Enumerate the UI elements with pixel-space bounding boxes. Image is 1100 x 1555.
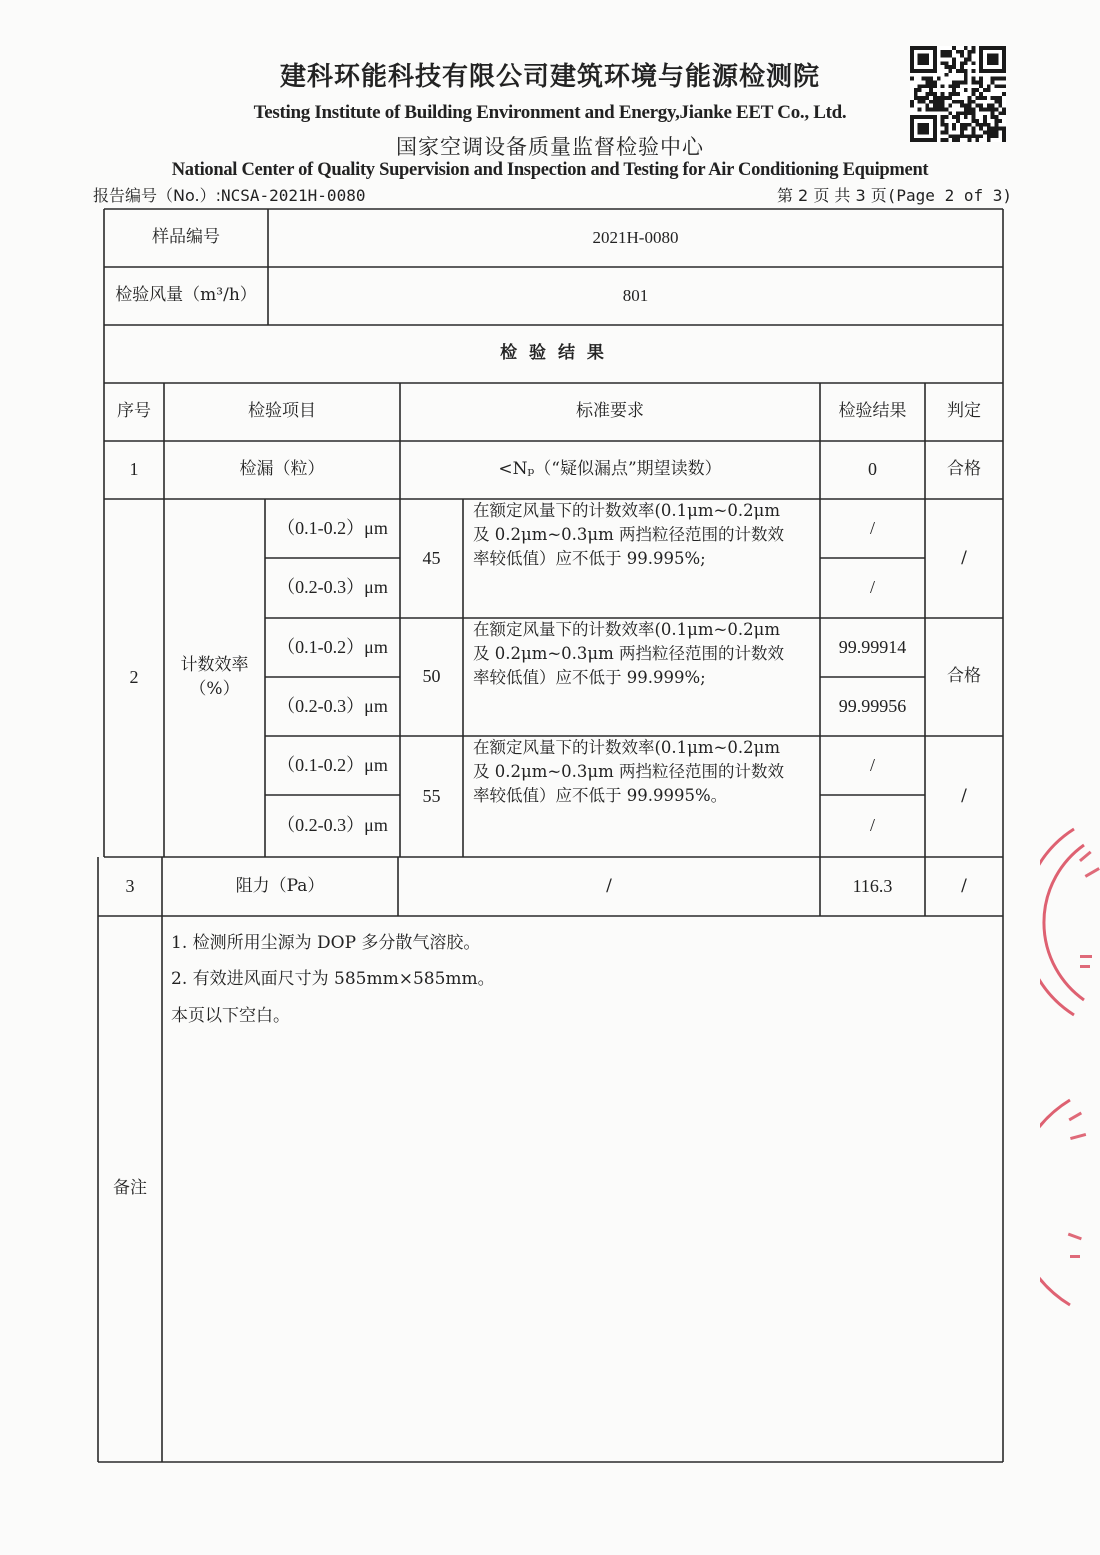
- filter-class-cell: 55: [422, 785, 441, 806]
- row2-item-unit: （%）: [189, 679, 240, 699]
- requirement-line: 率较低值）应不低于 99.995%;: [473, 549, 706, 568]
- sample-id-label: 样品编号: [152, 227, 220, 248]
- requirement-line: 在额定风量下的计数效率(0.1μm~0.2μm: [473, 501, 780, 520]
- requirement-cell: [463, 618, 820, 736]
- row2-no: 2: [129, 667, 139, 688]
- sample-id-value: 2021H-0080: [592, 228, 679, 248]
- row3-no: 3: [125, 875, 135, 896]
- institute-title-cn: 建科环能科技有限公司建筑环境与能源检测院: [279, 62, 820, 92]
- filter-class-cell: 50: [422, 666, 441, 687]
- column-header-result: 检验结果: [838, 401, 907, 422]
- report-number-label: 报告编号（No.）:: [93, 186, 221, 205]
- row1-item: 检漏（粒）: [239, 459, 325, 480]
- requirement-line: 率较低值）应不低于 99.9995%。: [473, 786, 728, 805]
- page-indicator-en: (Page 2 of 3): [886, 186, 1012, 205]
- column-header-judgement: 判定: [947, 401, 981, 422]
- range-cell: （0.1-0.2）μm: [277, 636, 388, 657]
- note-line: 本页以下空白。: [171, 1006, 290, 1026]
- requirement-line: 及 0.2μm~0.3μm 两挡粒径范围的计数效: [473, 762, 785, 781]
- row1-requirement: <Nₚ（“疑似漏点”期望读数）: [498, 459, 722, 480]
- center-title-en: National Center of Quality Supervision and Inspection and Testing for Air Conditioning Equipment: [171, 160, 929, 180]
- row1-no: 1: [129, 459, 139, 480]
- row3-requirement: /: [606, 875, 612, 896]
- row2-item: [164, 499, 265, 857]
- range-cell: （0.1-0.2）μm: [277, 754, 388, 775]
- requirement-line: 率较低值）应不低于 99.999%;: [473, 668, 706, 687]
- results-section-title: 检 验 结 果: [500, 343, 607, 364]
- result-cell: /: [869, 517, 875, 538]
- result-cell: /: [869, 815, 875, 836]
- requirement-line: 在额定风量下的计数效率(0.1μm~0.2μm: [473, 738, 780, 757]
- column-header-requirement: 标准要求: [576, 401, 644, 422]
- row3-item: 阻力（Pa）: [235, 875, 325, 896]
- range-cell: （0.2-0.3）μm: [277, 695, 388, 716]
- row1-judgement: 合格: [947, 459, 981, 480]
- row3-judgement: /: [961, 875, 967, 896]
- range-cell: （0.2-0.3）μm: [277, 815, 388, 836]
- result-cell: 99.99956: [838, 695, 907, 716]
- column-header-item: 检验项目: [248, 401, 316, 422]
- airflow-label: 检验风量（m³/h）: [115, 285, 257, 306]
- result-cell: 99.99914: [838, 636, 907, 657]
- filter-class-cell: 45: [422, 547, 441, 568]
- column-header-no: 序号: [117, 401, 151, 422]
- range-cell: （0.1-0.2）μm: [277, 517, 388, 538]
- report-number-value: NCSA-2021H-0080: [220, 186, 366, 205]
- result-cell: /: [869, 577, 875, 598]
- row3-result: 116.3: [852, 875, 893, 896]
- requirement-cell: [463, 499, 820, 618]
- page-indicator-cn: 第 2 页 共 3 页: [776, 186, 887, 205]
- row1-result: 0: [868, 459, 877, 480]
- judgement-cell: 合格: [947, 666, 981, 687]
- seal-stamp-icon: [1040, 815, 1100, 1315]
- judgement-cell: /: [961, 785, 967, 806]
- notes-label: 备注: [113, 1178, 147, 1199]
- range-cell: （0.2-0.3）μm: [277, 577, 388, 598]
- requirement-cell: [463, 736, 820, 857]
- judgement-cell: /: [961, 547, 967, 568]
- note-line: 1. 检测所用尘源为 DOP 多分散气溶胶。: [171, 933, 481, 953]
- requirement-line: 在额定风量下的计数效率(0.1μm~0.2μm: [473, 620, 780, 639]
- requirement-line: 及 0.2μm~0.3μm 两挡粒径范围的计数效: [473, 644, 785, 663]
- row2-item-name: 计数效率: [180, 655, 249, 676]
- center-title-cn: 国家空调设备质量监督检验中心: [396, 135, 704, 159]
- institute-title-en: Testing Institute of Building Environment and Energy,Jianke EET Co., Ltd.: [253, 102, 847, 123]
- note-line: 2. 有效进风面尺寸为 585mm×585mm。: [171, 969, 495, 989]
- result-cell: /: [869, 754, 875, 775]
- airflow-value: 801: [622, 286, 649, 306]
- requirement-line: 及 0.2μm~0.3μm 两挡粒径范围的计数效: [473, 525, 785, 544]
